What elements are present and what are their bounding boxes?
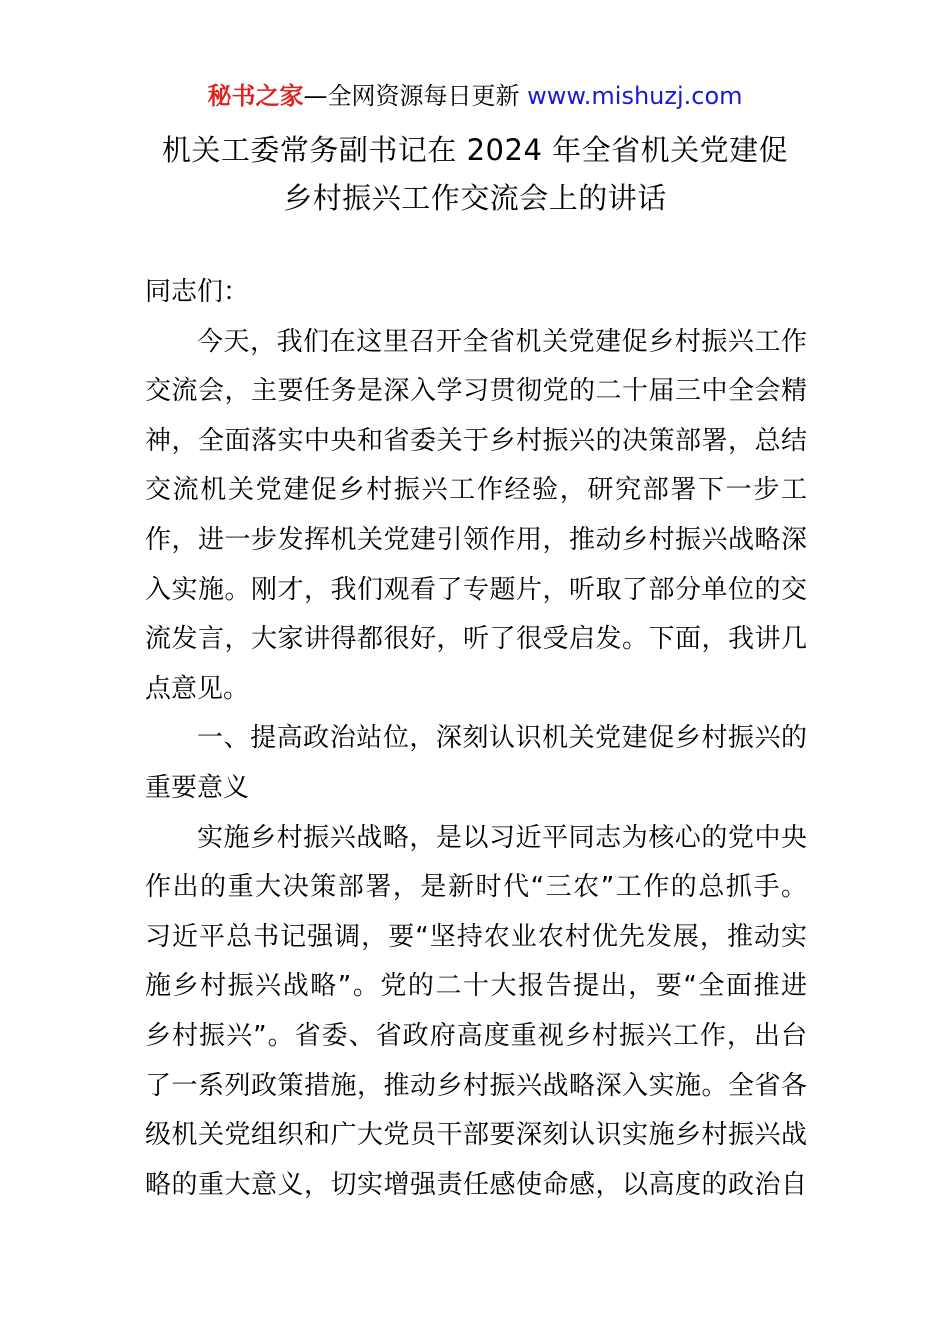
title-line-2: 乡村振兴工作交流会上的讲话 [283,181,667,215]
title-line-1: 机关工委常务副书记在 2024 年全省机关党建促 [161,133,789,167]
paragraph-1-line: 交流机关党建促乡村振兴工作经验，研究部署下一步工 [145,475,807,506]
document-title [100,126,850,222]
paragraph-1-line: 点意见。 [145,673,250,704]
paragraph-1-line: 作，进一步发挥机关党建引领作用，推动乡村振兴战略深 [145,524,807,555]
salutation: 同志们： [145,277,250,307]
document-body [145,268,807,1210]
paragraph-1-line: 流发言，大家讲得都很好，听了很受启发。下面，我讲几 [145,624,807,655]
section-heading-1: 一、提高政治站位，深刻认识机关党建促乡村振兴的 [197,723,807,754]
paragraph-2-line: 作出的重大决策部署，是新时代“三农”工作的总抓手。 [145,872,807,903]
brand-name: 秘书之家 [207,82,304,110]
paragraph-2-line: 习近平总书记强调，要“坚持农业农村优先发展，推动实 [145,921,807,952]
paragraph-2-line: 级机关党组织和广大党员干部要深刻认识实施乡村振兴战 [145,1120,807,1151]
section-heading-1: 重要意义 [145,772,250,803]
paragraph-2-line: 略的重大意义，切实增强责任感使命感，以高度的政治自 [145,1169,807,1200]
paragraph-2-line: 实施乡村振兴战略，是以习近平同志为核心的党中央 [197,822,807,853]
paragraph-1-line: 神，全面落实中央和省委关于乡村振兴的决策部署，总结 [145,425,807,456]
paragraph-1-line: 今天，我们在这里召开全省机关党建促乡村振兴工作 [197,326,807,357]
site-header [0,80,950,112]
header-tagline: —全网资源每日更新 [303,82,528,110]
paragraph-2-line: 施乡村振兴战略”。党的二十大报告提出，要“全面推进 [145,971,807,1002]
paragraph-1-line: 交流会，主要任务是深入学习贯彻党的二十届三中全会精 [145,376,807,407]
site-url-link[interactable]: www.mishuzj.com [527,82,743,110]
paragraph-2-line: 了一系列政策措施，推动乡村振兴战略深入实施。全省各 [145,1070,807,1101]
paragraph-1-line: 入实施。刚才，我们观看了专题片，听取了部分单位的交 [145,574,807,605]
paragraph-2-line: 乡村振兴”。省委、省政府高度重视乡村振兴工作，出台 [145,1020,807,1051]
